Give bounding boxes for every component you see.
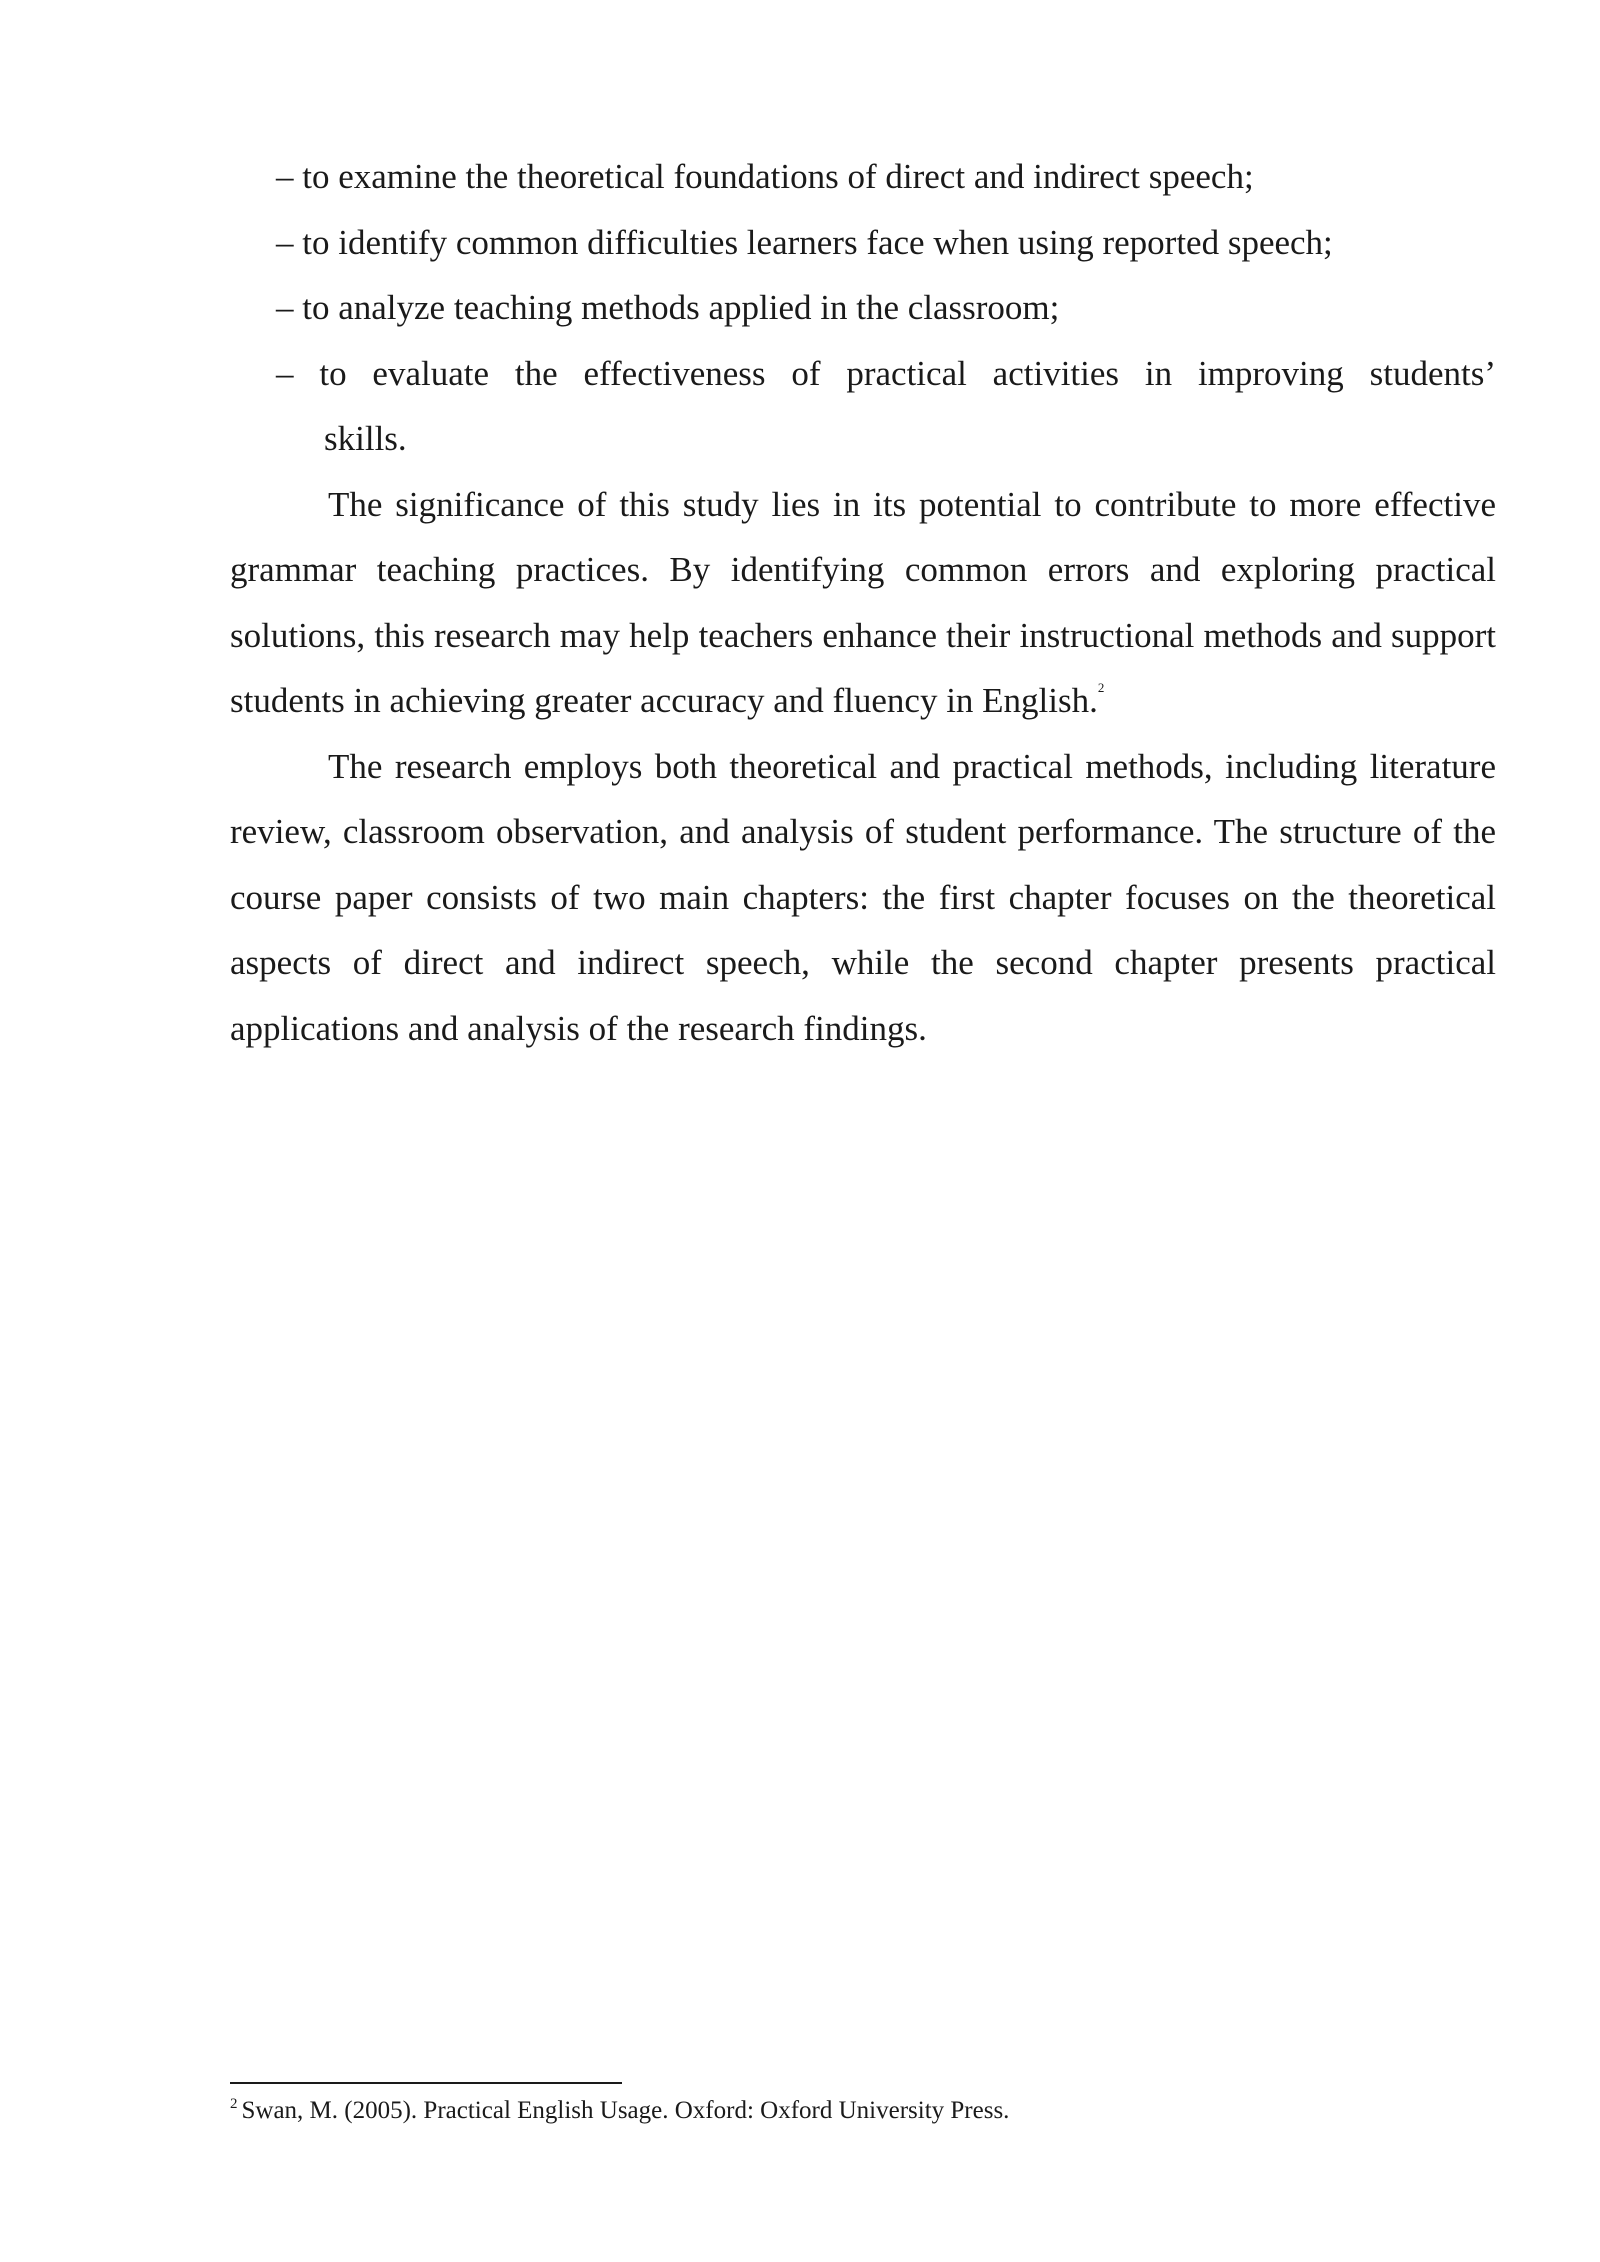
methods-paragraph bbox=[230, 734, 1496, 1062]
objective-item-4-continuation: skills. bbox=[324, 419, 407, 458]
footnote-separator bbox=[230, 2082, 622, 2084]
significance-paragraph bbox=[230, 472, 1496, 734]
footnote-reference[interactable]: 2 bbox=[1097, 680, 1105, 695]
objective-item-4-line-1: – to evaluate the effectiveness of practical activities in improving students’ bbox=[276, 353, 1496, 393]
footnote-text: Swan, M. (2005). Practical English Usage. Oxford: Oxford University Press. bbox=[241, 2097, 1010, 2124]
methods-paragraph-text: The research employs both theoretical and practical methods, including literature review, classroom observation, and analysis of student performance. The structure of the course paper consists of two main chapters: the first chapter focuses on the theoretical aspects of direct and indirect speech, while the second chapter presents practical applications and analysis of the research findings. bbox=[230, 746, 1496, 1048]
footnote bbox=[230, 2094, 1496, 2128]
significance-paragraph-text: The significance of this study lies in its potential to contribute to more effective grammar teaching practices. By identifying common errors and exploring practical solutions, this research may help teachers enhance their instructional methods and support students in achieving greater accuracy and fluency in English. bbox=[230, 484, 1496, 720]
objective-item-3: – to analyze teaching methods applied in the classroom; bbox=[276, 288, 1060, 327]
body-text bbox=[230, 144, 1496, 1061]
objective-item-4 bbox=[276, 341, 1496, 472]
footnote-mark: 2 bbox=[230, 2096, 238, 2112]
objective-item-1: – to examine the theoretical foundations of direct and indirect speech; bbox=[276, 157, 1254, 196]
objective-item-2: – to identify common difficulties learners face when using reported speech; bbox=[276, 222, 1333, 262]
